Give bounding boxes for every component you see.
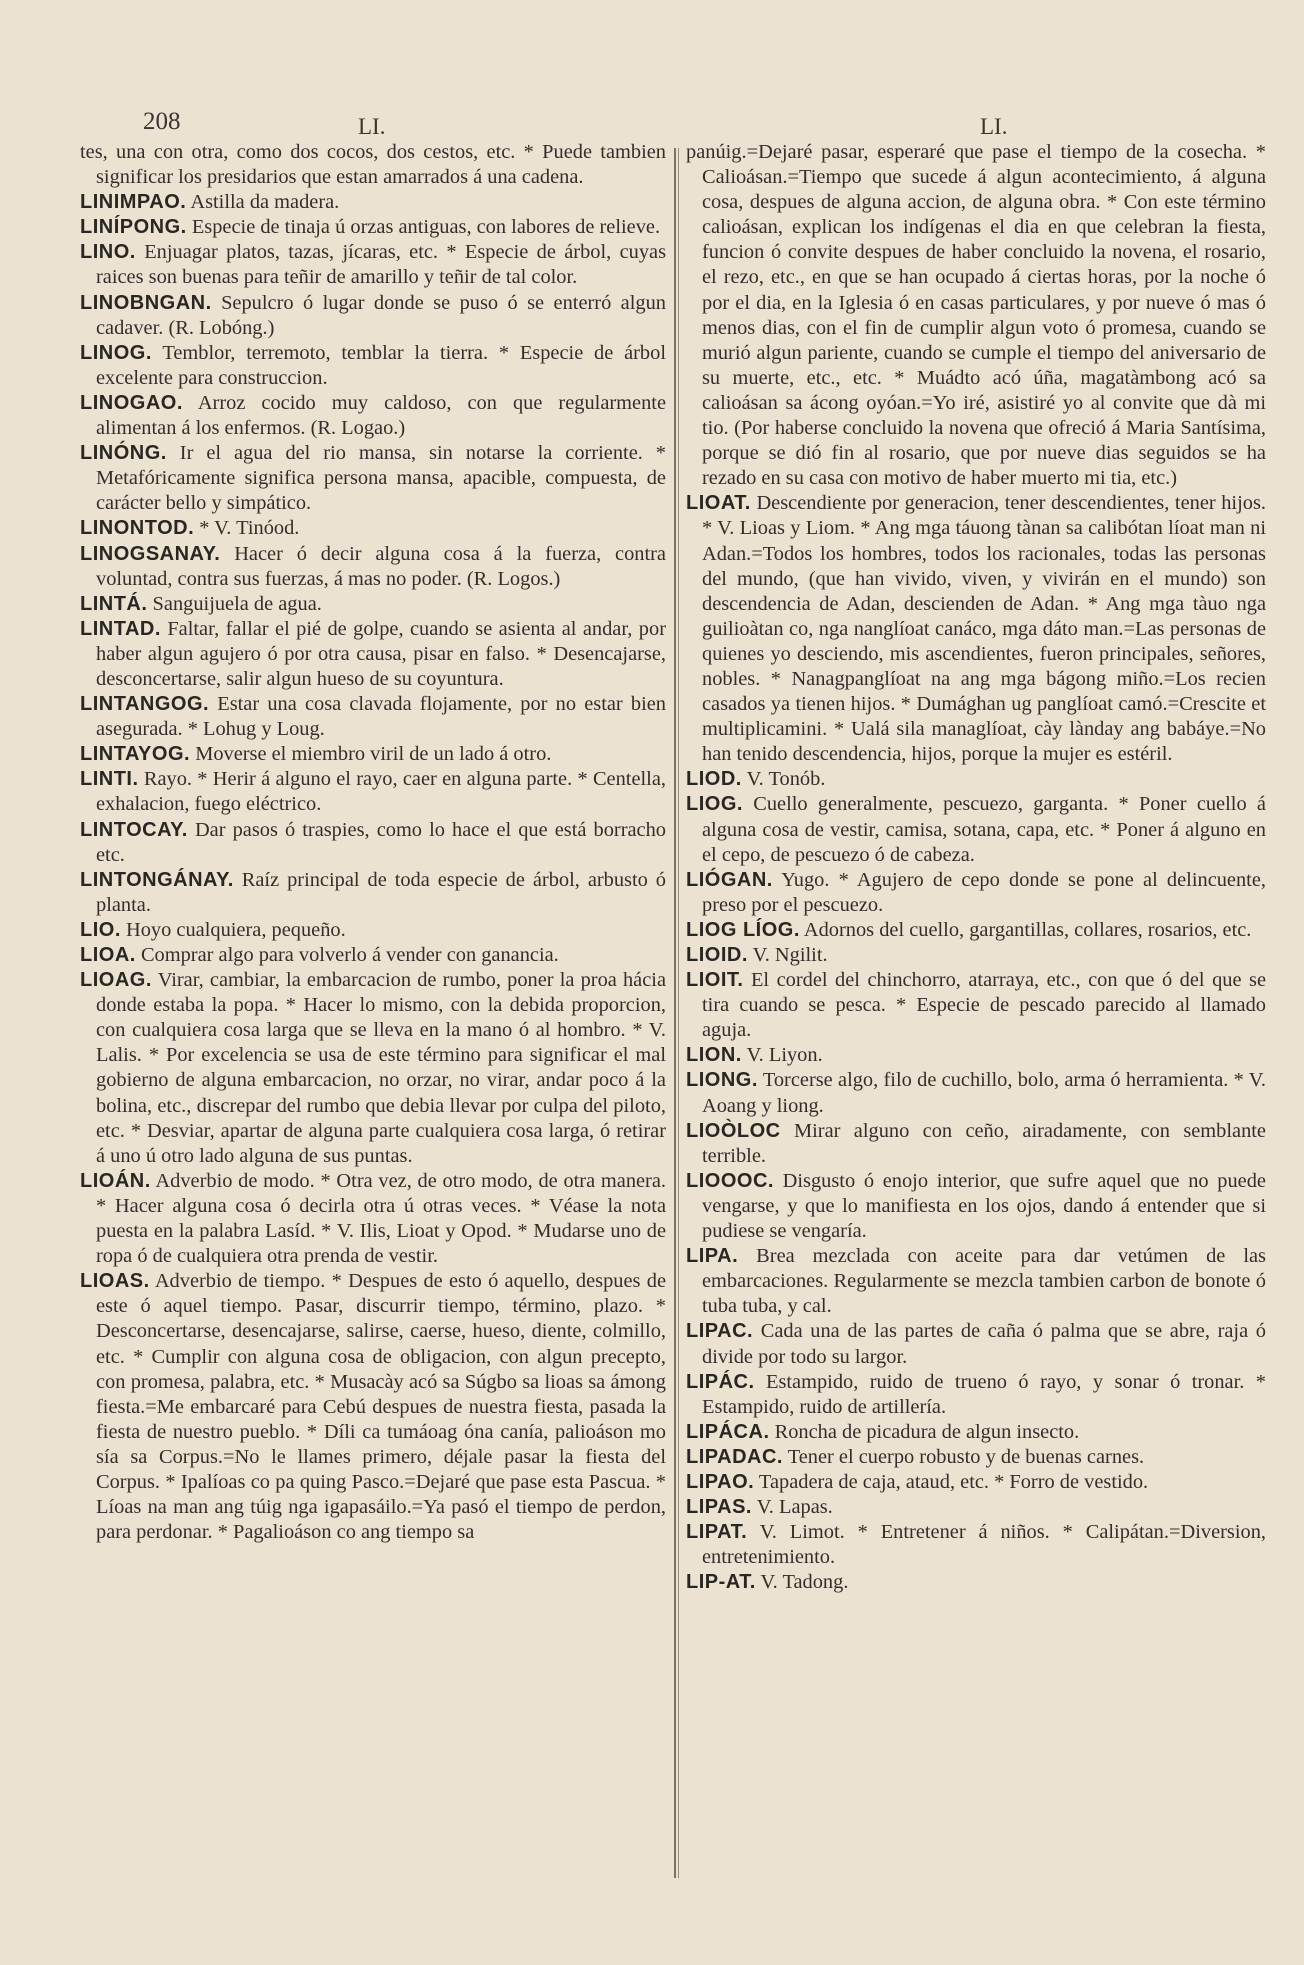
left-running-title: LI. <box>358 114 386 139</box>
dictionary-entry <box>80 943 666 968</box>
entry-headword: LIOID. <box>686 944 748 966</box>
entry-headword: LIOAG. <box>80 969 152 992</box>
entry-headword: LIPADAC. <box>686 1445 783 1468</box>
entry-headword: LIPA. <box>686 1245 739 1268</box>
dictionary-entry <box>686 1043 1266 1068</box>
entry-definition: Roncha de picadura de algun insecto. <box>774 1420 1080 1443</box>
entry-headword: LINONTOD. <box>80 517 195 540</box>
entry-definition: Enjuagar platos, tazas, jícaras, etc. * Especie de árbol, cuyas raices son buenas para teñir de amarillo y teñir de tal color. <box>96 241 667 289</box>
entry-headword: LIOG LÍOG. <box>686 918 800 941</box>
dictionary-entry <box>686 1244 1266 1319</box>
entry-headword: LINÓNG. <box>80 442 167 465</box>
entry-definition: V. Liyon. <box>746 1044 823 1067</box>
entry-headword: LINÍPONG. <box>80 216 187 239</box>
column-divider <box>674 148 676 1878</box>
dictionary-entry <box>686 140 1266 491</box>
dictionary-entry <box>80 391 666 441</box>
dictionary-entry <box>686 1319 1266 1369</box>
entry-headword: LINTANGOG. <box>80 693 210 716</box>
entry-definition: Cada una de las partes de caña ó palma que se abre, raja ó divide por todo su largor. <box>702 1320 1266 1368</box>
column-divider-secondary <box>678 148 679 1878</box>
entry-definition: V. Ngilit. <box>752 944 828 966</box>
dictionary-entry <box>80 240 666 290</box>
dictionary-entry <box>80 291 666 341</box>
dictionary-entry <box>80 742 666 767</box>
entry-definition: Ir el agua del rio mansa, sin notarse la corriente. * Metafóricamente significa persona mansa, apacible, compuesta, de carácter bello y simpático. <box>96 442 666 515</box>
entry-headword: LIO. <box>80 918 121 941</box>
entry-definition: Disgusto ó enojo interior, que sufre aquel que no puede vengarse, y que lo manifiesta en los ojos, dando á entender que si pudiese se vengaría. <box>702 1169 1266 1243</box>
entry-headword: LIOIT. <box>686 969 744 992</box>
entry-definition: Faltar, fallar el pié de golpe, cuando se asienta al andar, por haber algun agujero ó por otra causa, pisar en falso. * Desencajarse, desconcertarse, salir algun hueso de su coyuntura. <box>96 617 666 690</box>
entry-headword: LIOAS. <box>80 1270 150 1293</box>
entry-definition: Brea mezclada con aceite para dar vetúmen de las embarcaciones. Regularmente se mezcla tambien carbon de bonote ó tuba tuba, y cal. <box>702 1245 1266 1318</box>
dictionary-entry <box>80 692 666 742</box>
entry-definition: Arroz cocido muy caldoso, con que regularmente alimentan á los enfermos. (R. Logao.) <box>96 391 666 440</box>
entry-headword: LINTONGÁNAY. <box>80 868 234 891</box>
entry-headword: LINOGSANAY. <box>80 542 221 565</box>
entry-headword: LIPAC. <box>686 1320 754 1343</box>
entry-definition: Sanguijuela de agua. <box>152 592 322 615</box>
dictionary-entry <box>80 868 666 918</box>
dictionary-entry <box>686 1420 1266 1445</box>
entry-definition: tes, una con otra, como dos cocos, dos cestos, etc. * Puede tambien significar los presidarios que estan amarrados á una cadena. <box>80 141 666 189</box>
page-number: 208 <box>143 108 181 135</box>
entry-headword: LINTAYOG. <box>80 743 191 766</box>
entry-headword: LIPÁCA. <box>686 1420 770 1443</box>
entry-definition: Tener el cuerpo robusto y de buenas carnes. <box>787 1445 1145 1468</box>
entry-definition: panúig.=Dejaré pasar, esperaré que pase el tiempo de la cosecha. * Calioásan.=Tiempo que sucede á algun acontecimiento, á alguna cosa, despues de alguna accion, de alguna obra. * Con este término calioásan, explican los indígenas el dia en que celebran la fiesta, funcion ó convite despues de haber concluido la novena, el rosario, el rezo, etc., en que se han ocupado á ciertas horas, por la noche ó por el dia, en la Iglesia ó en casas particulares, y por nueve ó mas ó menos dias, con el fin de cumplir algun voto ó promesa, cuando se murió algun pariente, cuando se cumple el tiempo del aniversario de su muerte, etc., etc. * Muádto acó úña, magatàmbong acó sa calioásan sa ácong oyóan.=Yo iré, asistiré yo al convite que dà mi tio. (Por haberse concluido la novena que ofreció á Maria Santísima, porque se dió fin al rosario, que por nueve dias seguidos se ha rezado en su casa con motivo de haber muerto mi tia, etc.) <box>686 141 1266 490</box>
entry-definition: Adverbio de tiempo. * Despues de esto ó aquello, despues de este ó aquel tiempo. Pasar, discurrir tiempo, término, plazo. * Desconcertarse, desencajarse, salirse, caerse, hueso, diente, colmillo, etc. * Cumplir con alguna cosa de obligacion, con algun precepto, con promesa, palabra, etc. * Musacày acó sa Súgbo sa lioas sa ámong fiesta.=Me embarcaré para Cebú despues de nuestra fiesta, pasada la fiesta de nuestro pueblo. * Díli ca tumáoag óna canía, palioáson mo sía sa Corpus.=No le llames primero, déjale pasar la fiesta del Corpus. * Ipalíoas co pa quing Pasco.=Dejaré que pase esta Pascua. * Líoas na man ang túig nga igapasáilo.=Ya pasó el tiempo de perdon, para perdonar. * Pagalioáson co ang tiempo sa <box>96 1270 666 1544</box>
entry-definition: Torcerse algo, filo de cuchillo, bolo, arma ó herramienta. * V. Aoang y liong. <box>702 1069 1266 1117</box>
entry-headword: LIP-AT. <box>686 1571 756 1594</box>
dictionary-entry <box>80 617 666 692</box>
dictionary-entry <box>686 1470 1266 1495</box>
dictionary-entry <box>80 542 666 592</box>
entry-headword: LIOA. <box>80 944 136 966</box>
entry-definition: Astilla da madera. <box>190 191 340 214</box>
entry-definition: El cordel del chinchorro, atarraya, etc., con que ó del que se tira cuando se pesca. * Especie de pescado parecido al llamado aguja. <box>702 969 1266 1042</box>
entry-headword: LIONG. <box>686 1069 758 1092</box>
entry-definition: Adornos del cuello, gargantillas, collares, rosarios, etc. <box>803 918 1252 941</box>
entry-headword: LINTÁ. <box>80 592 148 615</box>
entry-definition: Estampido, ruido de trueno ó rayo, y sonar ó tronar. * Estampido, ruido de artillería. <box>702 1370 1266 1418</box>
dictionary-entry <box>80 818 666 868</box>
dictionary-entry <box>80 1169 666 1269</box>
dictionary-entry <box>80 441 666 516</box>
entry-definition: Yugo. * Agujero de cepo donde se pone al delincuente, preso por el pescuezo. <box>702 868 1266 916</box>
right-running-title: LI. <box>980 114 1008 139</box>
entry-definition: V. Tonób. <box>746 768 826 791</box>
entry-definition: V. Lapas. <box>756 1496 833 1519</box>
entry-definition: Cuello generalmente, pescuezo, garganta. * Poner cuello á alguna cosa de vestir, camisa, sotana, capa, etc. * Poner á alguno en el cepo, de pescuezo ó de cabeza. <box>702 793 1266 866</box>
dictionary-entry <box>686 968 1266 1043</box>
entry-headword: LIPAS. <box>686 1496 752 1519</box>
entry-headword: LINOGAO. <box>80 391 183 414</box>
dictionary-entry <box>80 1269 666 1545</box>
entry-definition: Adverbio de modo. * Otra vez, de otro modo, de otra manera. * Hacer alguna cosa ó decirla otra ú otras veces. * Véase la nota puesta en la palabra Lasíd. * V. Ilis, Lioat y Opod. * Mudarse uno de ropa ó de cualquiera otra prenda de vestir. <box>96 1169 667 1268</box>
dictionary-entry <box>686 918 1266 943</box>
entry-definition: Virar, cambiar, la embarcacion de rumbo, poner la proa hácia donde estaba la popa. * Hacer lo mismo, con la debida proporcion, con cualquiera cosa larga que se lleva en la mano ó al hombro. * V. Lalis. * Por excelencia se usa de este término para significar el mal gobierno de alguna embarcacion, no orzar, no virar, andar poco á la bolina, etc., discrepar del rumbo que debia llevar por culpa del piloto, etc. * Desviar, apartar de alguna parte cualquiera cosa larga, ó retirar á uno ú otro lado alguna de sus puntas. <box>96 969 666 1167</box>
entry-headword: LIPÁC. <box>686 1370 755 1393</box>
dictionary-entry <box>686 1520 1266 1570</box>
dictionary-entry <box>686 1068 1266 1118</box>
entry-headword: LINOG. <box>80 341 152 364</box>
dictionary-entry <box>686 767 1266 792</box>
entry-definition: Hoyo cualquiera, pequeño. <box>126 918 346 941</box>
entry-headword: LIOOOC. <box>686 1169 774 1192</box>
entry-headword: LINO. <box>80 241 136 264</box>
entry-headword: LION. <box>686 1044 742 1067</box>
dictionary-entry <box>80 516 666 541</box>
dictionary-entry <box>686 868 1266 918</box>
dictionary-entry <box>686 943 1266 968</box>
dictionary-entry <box>686 792 1266 867</box>
entry-definition: Tapadera de caja, ataud, etc. * Forro de vestido. <box>758 1470 1149 1493</box>
entry-definition: Descendiente por generacion, tener descendientes, tener hijos. * V. Lioas y Liom. * Ang mga táuong tànan sa calibótan líoat man ni Adan.=Todos los hombres, todos los racionales, todas las personas del mundo, (que han vivido, viven, y vivirán en el mundo) son descendencia de Adan, descienden de Adan. * Ang mga tàuo nga guilioàtan co, nga nanglíoat canáco, mga dáto man.=Las personas de quienes yo desciendo, mis ascendientes, fueron principales, señores, nobles. * Nanagpanglíoat na ang mga bágong miño.=Los recien casados ya tienen hijos. * Dumághan ug panglíoat camó.=Crescite et multiplicamini. * Ualá sila managlíoat, cày lànday ang babáye.=No han tenido descendencia, hijos, porque la mujer es estéril. <box>702 492 1266 766</box>
entry-definition: Dar pasos ó traspies, como lo hace el que está borracho etc. <box>96 818 666 866</box>
entry-definition: Rayo. * Herir á alguno el rayo, caer en alguna parte. * Centella, exhalacion, fuego eléctrico. <box>96 768 666 816</box>
left-column <box>80 140 666 1545</box>
dictionary-entry <box>80 592 666 617</box>
entry-definition: Moverse el miembro viril de un lado á otro. <box>195 743 552 766</box>
entry-definition: * V. Tinóod. <box>199 517 300 540</box>
dictionary-entry <box>686 1445 1266 1470</box>
entry-headword: LIPAO. <box>686 1470 755 1493</box>
entry-headword: LINTOCAY. <box>80 818 188 841</box>
right-column <box>686 140 1266 1595</box>
entry-definition: V. Limot. * Entretener á niños. * Calipátan.=Diversion, entretenimiento. <box>702 1521 1266 1569</box>
entry-headword: LIÓGAN. <box>686 868 773 891</box>
entry-definition: Hacer ó decir alguna cosa á la fuerza, contra voluntad, contra sus fuerzas, á mas no poder. (R. Logos.) <box>96 542 666 590</box>
dictionary-entry <box>686 491 1266 767</box>
entry-definition: Raíz principal de toda especie de árbol, arbusto ó planta. <box>96 868 666 916</box>
page-header <box>0 108 1304 138</box>
entry-headword: LIOG. <box>686 793 743 816</box>
entry-headword: LIPAT. <box>686 1521 748 1544</box>
entry-headword: LIOÒLOC <box>686 1119 781 1142</box>
dictionary-entry <box>80 341 666 391</box>
entry-headword: LINIMPAO. <box>80 191 187 214</box>
entry-headword: LIOD. <box>686 768 742 791</box>
dictionary-entry <box>686 1370 1266 1420</box>
entry-headword: LINOBNGAN. <box>80 291 212 314</box>
entry-definition: Mirar alguno con ceño, airadamente, con semblante terrible. <box>702 1119 1266 1167</box>
entry-headword: LIOAT. <box>686 492 751 515</box>
dictionary-entry <box>686 1119 1266 1169</box>
dictionary-entry <box>80 968 666 1169</box>
dictionary-entry <box>80 140 666 190</box>
dictionary-entry <box>80 918 666 943</box>
entry-headword: LIOÁN. <box>80 1169 151 1192</box>
entry-headword: LINTI. <box>80 768 139 791</box>
dictionary-entry <box>686 1495 1266 1520</box>
entry-definition: Temblor, terremoto, temblar la tierra. * Especie de árbol excelente para construccion. <box>96 341 666 389</box>
entry-definition: Comprar algo para volverlo á vender con ganancia. <box>140 944 559 966</box>
entry-definition: V. Tadong. <box>760 1571 849 1594</box>
dictionary-entry <box>686 1570 1266 1595</box>
entry-definition: Sepulcro ó lugar donde se puso ó se enterró algun cadaver. (R. Lobóng.) <box>96 291 666 339</box>
entry-headword: LINTAD. <box>80 617 161 640</box>
dictionary-entry <box>686 1169 1266 1244</box>
entry-definition: Estar una cosa clavada flojamente, por no estar bien asegurada. * Lohug y Loug. <box>96 693 666 741</box>
dictionary-entry <box>80 767 666 817</box>
entry-definition: Especie de tinaja ú orzas antiguas, con labores de relieve. <box>191 216 661 239</box>
dictionary-entry <box>80 215 666 240</box>
dictionary-entry <box>80 190 666 215</box>
